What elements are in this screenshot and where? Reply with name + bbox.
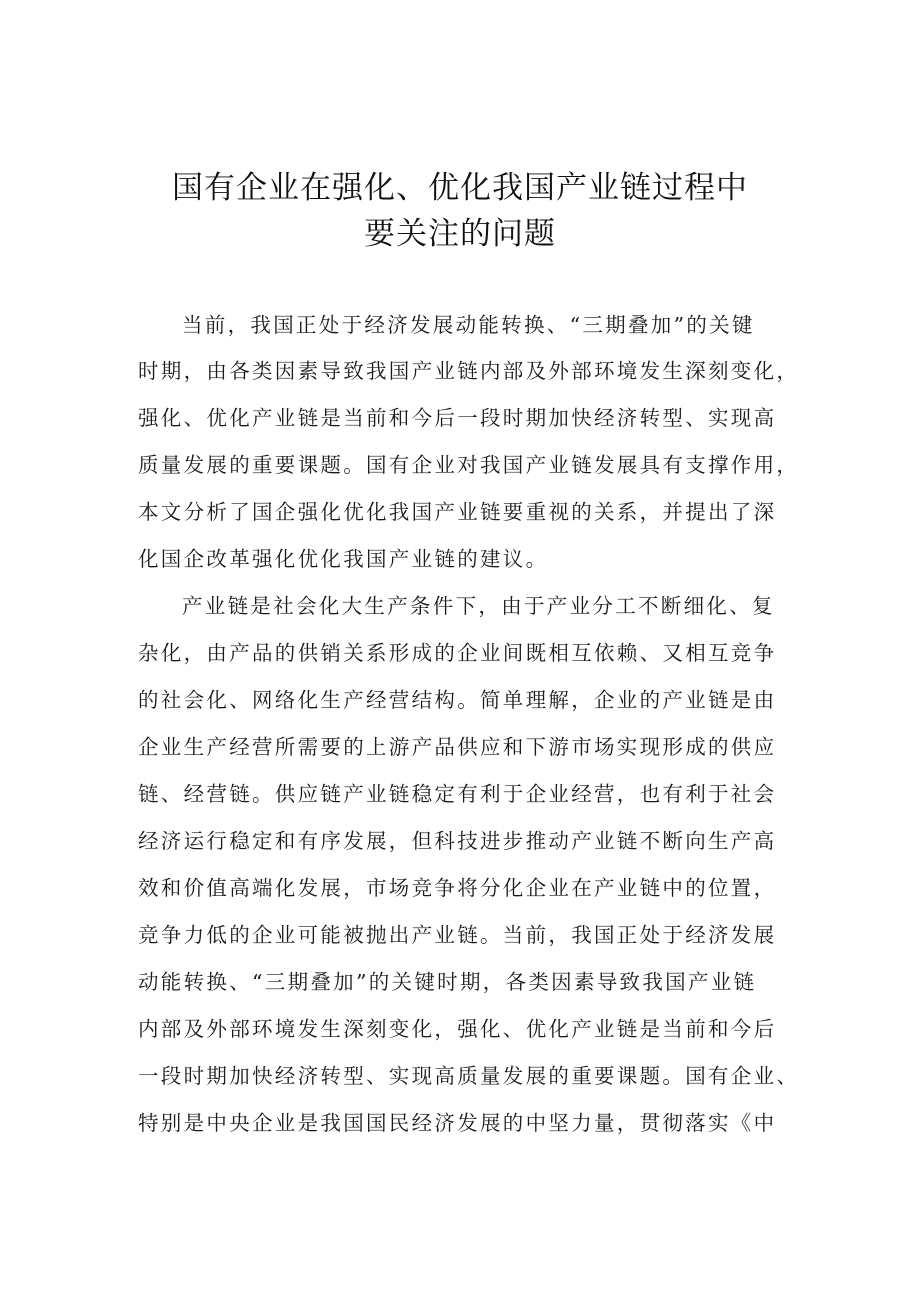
- paragraph-line: 内部及外部环境发生深刻变化，强化、优化产业链是当前和今后: [138, 1017, 777, 1041]
- paragraph-line: 强化、优化产业链是当前和今后一段时期加快经济转型、实现高: [138, 406, 777, 430]
- paragraph-line: 效和价值高端化发展，市场竞争将分化企业在产业链中的位置，: [138, 876, 777, 900]
- paragraph-line: 本文分析了国企强化优化我国产业链要重视的关系，并提出了深: [138, 500, 777, 524]
- paragraph-line: 链、经营链。供应链产业链稳定有利于企业经营，也有利于社会: [138, 782, 777, 806]
- document-title-line-1: 国有企业在强化、优化我国产业链过程中: [172, 170, 748, 206]
- paragraph-line: 动能转换、“三期叠加”的关键时期，各类因素导致我国产业链: [138, 970, 757, 994]
- paragraph-line: 一段时期加快经济转型、实现高质量发展的重要课题。国有企业、: [138, 1064, 800, 1088]
- paragraph-line: 时期，由各类因素导致我国产业链内部及外部环境发生深刻变化，: [138, 359, 800, 383]
- paragraph-line: 经济运行稳定和有序发展，但科技进步推动产业链不断向生产高: [138, 829, 777, 853]
- document-title-line-2: 要关注的问题: [364, 216, 556, 252]
- paragraph-line: 企业生产经营所需要的上游产品供应和下游市场实现形成的供应: [138, 735, 777, 759]
- paragraph-line: 质量发展的重要课题。国有企业对我国产业链发展具有支撑作用，: [138, 453, 800, 477]
- paragraph-line: 竞争力低的企业可能被抛出产业链。当前，我国正处于经济发展: [138, 923, 777, 947]
- paragraph-line: 当前，我国正处于经济发展动能转换、“三期叠加”的关键: [182, 313, 755, 337]
- paragraph-line: 产业链是社会化大生产条件下，由于产业分工不断细化、复: [182, 594, 775, 618]
- paragraph-line: 的社会化、网络化生产经营结构。简单理解，企业的产业链是由: [138, 688, 777, 712]
- paragraph-line: 化国企改革强化优化我国产业链的建议。: [138, 547, 549, 571]
- paragraph-line: 特别是中央企业是我国国民经济发展的中坚力量，贯彻落实《中: [138, 1111, 777, 1135]
- paragraph-line: 杂化，由产品的供销关系形成的企业间既相互依赖、又相互竞争: [138, 641, 777, 665]
